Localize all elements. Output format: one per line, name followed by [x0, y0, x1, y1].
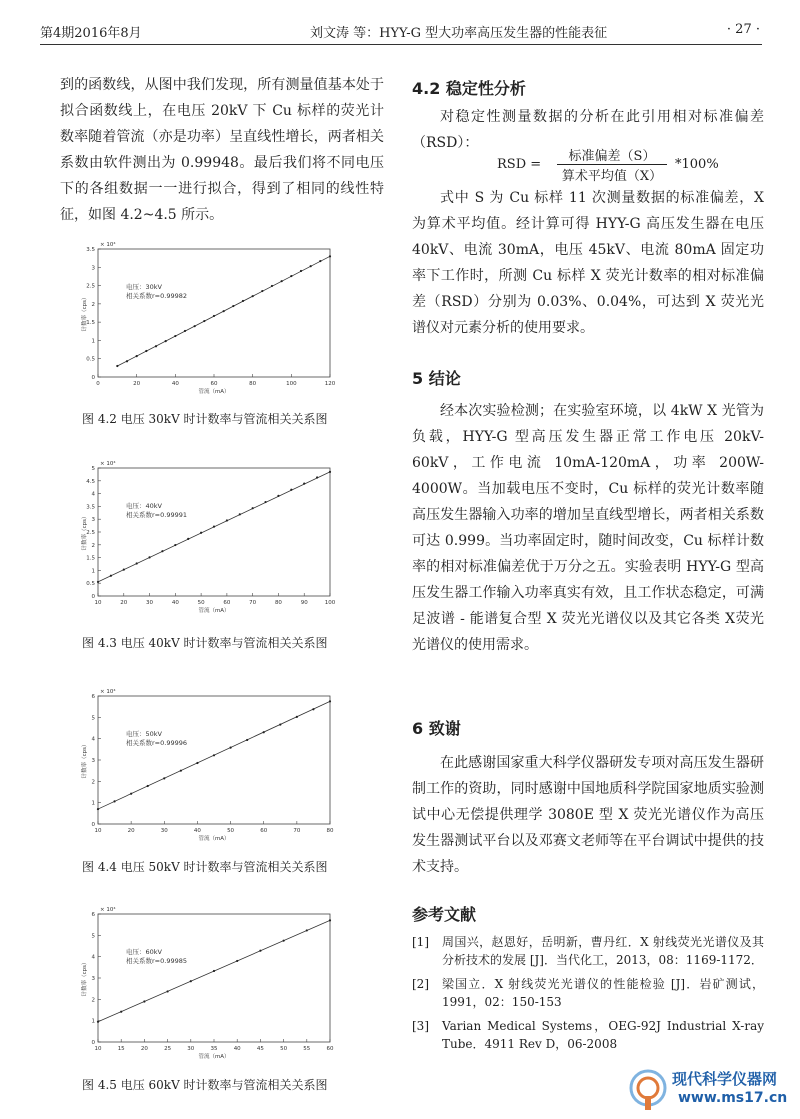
y-tick-label: 1.5 [86, 320, 95, 327]
y-axis-label: 计数率（cps） [82, 294, 88, 332]
data-point [232, 305, 234, 307]
section-4-2-paragraph-2: 式中 S 为 Cu 标样 11 次测量数据的标准偏差，X 为算术平均值。经计算可得 HYY-G 高压发生器在电压 40kV、电流 30mA，电压 45kV、电流 80mA 固定功率下工作时，所测 Cu 标样 X 荧光计数率的相对标准偏差（RSD）分别为 0.03%、0.04%，可达到 X 荧光光谱仪对元素分析的使用要求。 [412, 190, 764, 336]
chart-30kv [80, 237, 380, 407]
y-tick-label: 4 [91, 491, 95, 498]
references-list [412, 933, 764, 1059]
y-tick-label: 0 [91, 822, 95, 828]
logo-url: www.ms17.cn [678, 1090, 788, 1106]
y-tick-label: 0 [91, 594, 95, 600]
logo-emblem-icon [628, 1066, 668, 1112]
formula-lhs: RSD = [497, 157, 542, 172]
x-tick-label: 50 [280, 1046, 288, 1052]
data-point [290, 275, 292, 277]
x-tick-label: 40 [171, 381, 179, 387]
data-point [259, 950, 261, 952]
data-point [283, 940, 285, 942]
rsd-formula [497, 145, 727, 185]
data-point [239, 513, 241, 515]
y-tick-label: 0 [91, 1040, 95, 1046]
data-point [290, 489, 292, 491]
data-point [213, 754, 215, 756]
x-tick-label: 90 [300, 600, 308, 606]
y-tick-label: 0 [91, 375, 95, 381]
y-tick-label: 2.5 [86, 530, 95, 536]
data-point [229, 747, 231, 749]
x-tick-label: 40 [193, 828, 201, 834]
caption-fig-4-5: 图 4.5 电压 60kV 时计数率与管流相关关系图 [82, 1078, 328, 1092]
data-point [143, 1000, 145, 1002]
logo-name: 现代科学仪器网 [672, 1070, 778, 1088]
data-point [203, 320, 205, 322]
voltage-annotation: 电压：40kV [126, 502, 162, 510]
data-point [310, 265, 312, 267]
section-6-title: 6 致谢 [412, 719, 461, 738]
x-tick-label: 80 [326, 828, 334, 834]
watermark-logo [628, 1064, 798, 1114]
y-tick-label: 6 [91, 912, 95, 918]
data-point [277, 495, 279, 497]
formula-tail: *100% [675, 157, 719, 172]
x-axis-label: 管流（mA） [198, 836, 230, 842]
figure-4-4 [80, 684, 380, 858]
data-point [120, 1011, 122, 1013]
data-point [329, 471, 331, 473]
data-point [252, 507, 254, 509]
intro-paragraph: 到的函数线，从图中我们发现，所有测量值基本处于拟合函数线上，在电压 20kV 下 Cu 标样的荧光计数率随着管流（亦是功率）呈直线性增长，两者相关系数由软件测出为 0.99948。最后我们将不同电压下的各组数据一一进行拟合，得到了相同的线性特征，如图 4.2~4.5 所示。 [60, 77, 384, 223]
y-axis-exponent: × 10⁴ [100, 689, 116, 695]
reference-item: [2] 梁国立．X 射线荧光光谱仪的性能检验 [J]．岩矿测试，1991，02：150-153 [412, 977, 764, 1009]
y-axis-label: 计数率（cps） [82, 959, 88, 997]
x-tick-label: 40 [171, 600, 179, 606]
y-tick-label: 2.5 [86, 283, 95, 290]
section-5-paragraph: 经本次实验检测；在实验室环境，以 4kW X 光管为负载，HYY-G 型高压发生器正常工作电压 20kV-60kV，工作电流 10mA-120mA，功率 200W-4000W。当加载电压不变时，Cu 标样的荧光计数率随高压发生器输入功率的增加呈直线型增长，两者相关系数可达 0.999。当功率固定时，随时间改变，Cu 标样计数率的相对标准偏差优于万分之五。实验表明 HYY-G 型高压发生器工作输入功率真实有效，且工作状态稳定，可满足波谱 - 能谱复合型 X 荧光光谱仪以及其它各类 X荧光光谱仪的使用需求。 [412, 403, 764, 653]
data-point [213, 526, 215, 528]
running-header [40, 22, 760, 42]
data-point [329, 255, 331, 257]
data-point [190, 980, 192, 982]
figure-4-5 [80, 902, 380, 1076]
data-point [303, 483, 305, 485]
data-point [97, 581, 99, 583]
x-tick-label: 25 [164, 1046, 172, 1052]
y-axis-exponent: × 10⁴ [100, 461, 116, 467]
x-tick-label: 50 [227, 828, 235, 834]
x-tick-label: 35 [210, 1046, 218, 1052]
data-point [281, 280, 283, 282]
plot-frame [98, 696, 330, 824]
data-point [174, 335, 176, 337]
y-tick-label: 0.5 [86, 581, 95, 588]
data-point [97, 808, 99, 810]
correlation-annotation: 相关系数r=0.99991 [126, 511, 187, 519]
x-tick-label: 100 [324, 600, 336, 606]
data-point [264, 501, 266, 503]
x-tick-label: 40 [233, 1046, 241, 1052]
data-point [261, 290, 263, 292]
caption-fig-4-3: 图 4.3 电压 40kV 时计数率与管流相关关系图 [82, 636, 328, 650]
data-point [246, 739, 248, 741]
x-tick-label: 30 [187, 1046, 195, 1052]
data-point [296, 716, 298, 718]
x-axis-label: 管流（mA） [198, 389, 230, 395]
x-tick-label: 60 [210, 381, 218, 387]
data-point [148, 556, 150, 558]
voltage-annotation: 电压：50kV [126, 730, 162, 738]
y-axis-exponent: × 10⁴ [100, 907, 116, 913]
data-point [226, 519, 228, 521]
data-point [165, 340, 167, 342]
x-tick-label: 80 [274, 600, 282, 606]
data-point [161, 550, 163, 552]
y-tick-label: 5 [91, 466, 95, 472]
section-4-2-title: 4.2 稳定性分析 [412, 79, 526, 98]
y-axis-exponent: × 10⁴ [100, 242, 116, 248]
x-tick-label: 20 [133, 381, 141, 387]
x-tick-label: 20 [120, 600, 128, 606]
data-point [236, 960, 238, 962]
y-tick-label: 5 [91, 933, 95, 940]
data-point [155, 345, 157, 347]
x-tick-label: 70 [293, 828, 301, 834]
data-point [242, 300, 244, 302]
y-tick-label: 2 [91, 542, 95, 549]
header-page-number: · 27 · [726, 22, 760, 37]
formula-denominator: 算术平均值（X） [561, 169, 663, 184]
data-point [223, 310, 225, 312]
reference-item: [3] Varian Medical Systems，OEG-92J Industrial X-ray Tube．4911 Rev D，06-2008 [412, 1019, 764, 1051]
y-tick-label: 4 [91, 954, 95, 961]
data-point [147, 785, 149, 787]
x-tick-label: 100 [286, 381, 297, 387]
y-tick-label: 1 [91, 800, 95, 807]
x-tick-label: 10 [94, 828, 102, 834]
plot-frame [98, 468, 330, 596]
data-point [196, 762, 198, 764]
y-tick-label: 2 [91, 301, 95, 308]
section-5-title: 5 结论 [412, 369, 461, 388]
data-point [136, 562, 138, 564]
data-point [279, 723, 281, 725]
data-point [116, 365, 118, 367]
x-tick-label: 70 [249, 600, 257, 606]
y-tick-label: 2 [91, 779, 95, 786]
reference-item: [1] 周国兴，赵恩好，岳明新，曹丹红．X 射线荧光光谱仪及其分析技术的发展 [J]．当代化工，2013，08：1169-1172． [412, 935, 764, 967]
data-point [213, 315, 215, 317]
x-tick-label: 60 [223, 600, 231, 606]
formula-numerator: 标准偏差（S） [557, 145, 667, 165]
y-axis-label: 计数率（cps） [82, 513, 88, 551]
data-point [167, 990, 169, 992]
data-point [316, 476, 318, 478]
correlation-annotation: 相关系数r=0.99985 [126, 957, 187, 965]
x-tick-label: 0 [96, 381, 100, 387]
x-tick-label: 60 [260, 828, 268, 834]
y-tick-label: 3 [91, 976, 95, 982]
x-tick-label: 45 [256, 1046, 264, 1052]
chart-40kv [80, 456, 380, 626]
data-point [263, 731, 265, 733]
voltage-annotation: 电压：30kV [126, 283, 162, 291]
correlation-annotation: 相关系数r=0.99982 [126, 292, 187, 300]
plot-frame [98, 914, 330, 1042]
data-point [187, 538, 189, 540]
section-6-paragraph: 在此感谢国家重大科学仪器研发专项对高压发生器研制工作的资助，同时感谢中国地质科学院国家地质实验测试中心无偿提供理学 3080E 型 X 荧光光谱仪作为高压发生器测试平台以及邓赛文老师等在平台调试中提供的技术支持。 [412, 755, 764, 875]
y-tick-label: 1 [91, 338, 95, 345]
y-tick-label: 4.5 [86, 478, 95, 485]
y-tick-label: 6 [91, 694, 95, 700]
x-tick-label: 20 [127, 828, 135, 834]
y-tick-label: 1 [91, 1018, 95, 1025]
voltage-annotation: 电压：60kV [126, 948, 162, 956]
x-tick-label: 80 [249, 381, 257, 387]
chart-60kv [80, 902, 380, 1072]
caption-fig-4-4: 图 4.4 电压 50kV 时计数率与管流相关关系图 [82, 860, 328, 874]
y-tick-label: 3 [91, 517, 95, 524]
y-tick-label: 1 [91, 568, 95, 575]
data-point [329, 700, 331, 702]
header-title: 刘文涛 等：HYY-G 型大功率高压发生器的性能表征 [310, 26, 608, 41]
data-point [163, 777, 165, 779]
data-point [319, 260, 321, 262]
data-point [271, 285, 273, 287]
data-point [200, 532, 202, 534]
figure-4-2 [80, 237, 380, 411]
y-tick-label: 3 [91, 265, 95, 272]
data-point [145, 350, 147, 352]
data-point [180, 770, 182, 772]
data-point [130, 793, 132, 795]
x-tick-label: 55 [303, 1046, 311, 1052]
data-point [97, 1021, 99, 1023]
y-tick-label: 1.5 [86, 555, 95, 562]
data-point [252, 295, 254, 297]
header-rule [40, 44, 762, 45]
data-point [329, 919, 331, 921]
y-tick-label: 2 [91, 997, 95, 1004]
x-tick-label: 10 [94, 1046, 102, 1052]
data-point [194, 325, 196, 327]
y-axis-label: 计数率（cps） [82, 741, 88, 779]
figure-4-3 [80, 456, 380, 630]
chart-50kv [80, 684, 380, 854]
section-4-2-paragraph-1: 对稳定性测量数据的分析在此引用相对标准偏差（RSD）： [412, 109, 764, 151]
data-point [312, 708, 314, 710]
data-point [300, 270, 302, 272]
correlation-annotation: 相关系数r=0.99996 [126, 739, 187, 747]
header-issue: 第4期2016年8月 [40, 26, 142, 41]
y-tick-label: 3.5 [86, 504, 95, 511]
data-point [213, 970, 215, 972]
data-point [184, 330, 186, 332]
y-tick-label: 4 [91, 736, 95, 743]
data-point [113, 800, 115, 802]
y-tick-label: 3.5 [86, 247, 95, 253]
references-title: 参考文献 [412, 905, 477, 924]
data-point [306, 929, 308, 931]
x-tick-label: 50 [197, 600, 205, 606]
data-point [174, 544, 176, 546]
data-point [123, 569, 125, 571]
x-tick-label: 30 [160, 828, 168, 834]
data-point [110, 575, 112, 577]
x-tick-label: 10 [94, 600, 102, 606]
x-tick-label: 60 [326, 1046, 334, 1052]
x-tick-label: 15 [117, 1046, 125, 1052]
y-tick-label: 3 [91, 758, 95, 764]
x-axis-label: 管流（mA） [198, 1054, 230, 1060]
caption-fig-4-2: 图 4.2 电压 30kV 时计数率与管流相关关系图 [82, 412, 328, 426]
y-tick-label: 0.5 [86, 356, 95, 363]
data-point [136, 355, 138, 357]
y-tick-label: 5 [91, 715, 95, 722]
x-tick-label: 20 [140, 1046, 148, 1052]
x-axis-label: 管流（mA） [198, 608, 230, 614]
x-tick-label: 120 [324, 381, 336, 387]
data-point [126, 360, 128, 362]
x-tick-label: 30 [146, 600, 154, 606]
